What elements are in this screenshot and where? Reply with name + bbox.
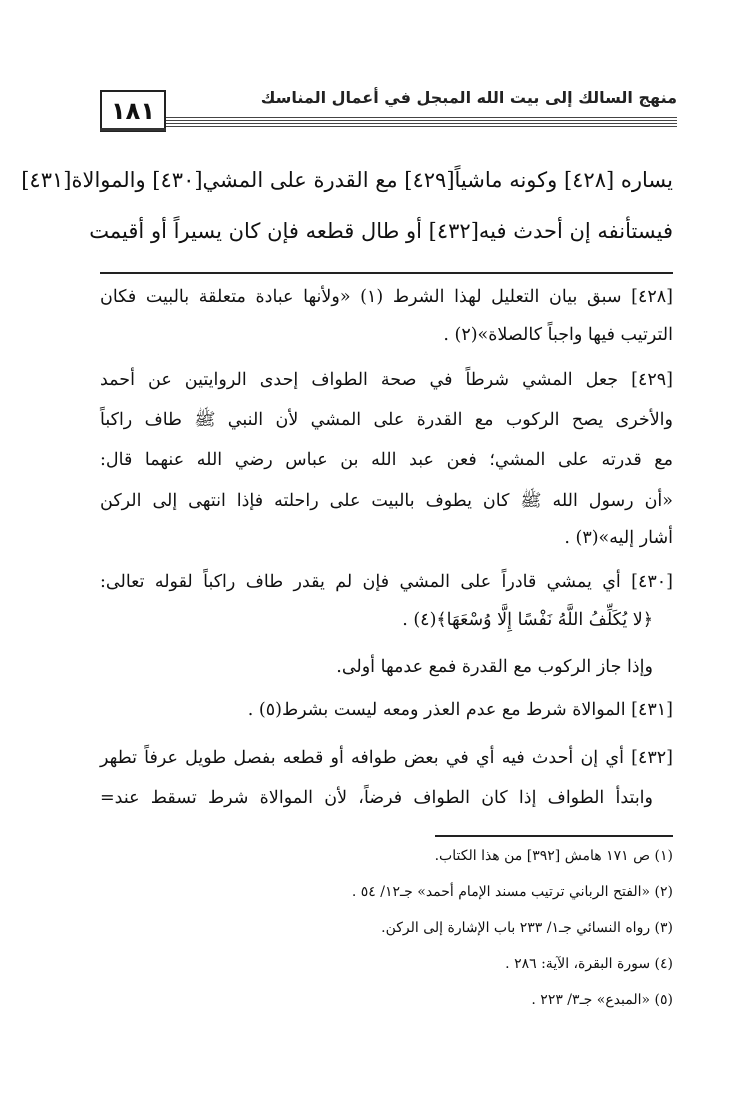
note-429-line: مع قدرته على المشي؛ فعن عبد الله بن عباس رضي الله عنهما قال: xyxy=(100,450,673,470)
header-rule xyxy=(166,115,677,127)
note-431-line: [٤٣١] الموالاة شرط مع عدم العذر ومعه ليست بشرط(٥) . xyxy=(247,700,673,720)
note-430-line: وإذا جاز الركوب مع القدرة فمع عدمها أولى. xyxy=(336,657,653,677)
note-429-line: «أن رسول الله ﷺ كان يطوف بالبيت على راحلته فإذا انتهى إلى الركن xyxy=(100,491,673,511)
main-notes-separator xyxy=(100,272,673,274)
footnote: (٥) «المبدع» جـ٣/ ٢٢٣ . xyxy=(531,992,673,1008)
note-429-line: أشار إليه»(٣) . xyxy=(564,528,673,548)
note-428-line: [٤٢٨] سبق بيان التعليل لهذا الشرط (١) «ولأنها عبادة متعلقة بالبيت فكان xyxy=(100,287,673,307)
note-432-line: وابتدأ الطواف إذا كان الطواف فرضاً، لأن الموالاة شرط تسقط عند= xyxy=(100,788,653,808)
note-428-line: الترتيب فيها واجباً كالصلاة»(٢) . xyxy=(443,325,673,345)
page-number: ١٨١ xyxy=(100,90,166,132)
running-header-title: منهج السالك إلى بيت الله المبجل في أعمال المناسك xyxy=(260,88,677,107)
note-429-line: والأخرى يصح الركوب مع القدرة على المشي لأن النبي ﷺ طاف راكباً xyxy=(100,410,673,430)
quran-verse: ﴿لا يُكَلِّفُ اللَّهُ نَفْسًا إِلَّا وُسْعَهَا﴾(٤) . xyxy=(402,610,653,630)
header-rule-left xyxy=(100,128,166,131)
main-text-line: فيستأنفه إن أحدث فيه[٤٣٢] أو طال قطعه فإن كان يسيراً أو أقيمت xyxy=(89,219,673,243)
footnote: (١) ص ١٧١ هامش [٣٩٢] من هذا الكتاب. xyxy=(434,848,673,864)
footnote: (٤) سورة البقرة، الآية: ٢٨٦ . xyxy=(505,956,673,972)
main-text-line: يساره [٤٢٨] وكونه ماشياً[٤٢٩] مع القدرة على المشي[٤٣٠] والموالاة[٤٣١] xyxy=(21,168,673,192)
note-430-line: [٤٣٠] أي يمشي قادراً على المشي فإن لم يقدر طاف راكباً لقوله تعالى: xyxy=(100,572,673,592)
note-432-line: [٤٣٢] أي إن أحدث فيه أي في بعض طوافه أو قطعه بفصل طويل عرفاً تطهر xyxy=(100,748,673,768)
footnote: (٢) «الفتح الرباني ترتيب مسند الإمام أحمد» جـ١٢/ ٥٤ . xyxy=(351,884,673,900)
note-429-line: [٤٢٩] جعل المشي شرطاً في صحة الطواف إحدى الروايتين عن أحمد xyxy=(100,370,673,390)
footnote-separator xyxy=(435,835,673,837)
footnote: (٣) رواه النسائي جـ١/ ٢٣٣ باب الإشارة إلى الركن. xyxy=(381,920,673,936)
